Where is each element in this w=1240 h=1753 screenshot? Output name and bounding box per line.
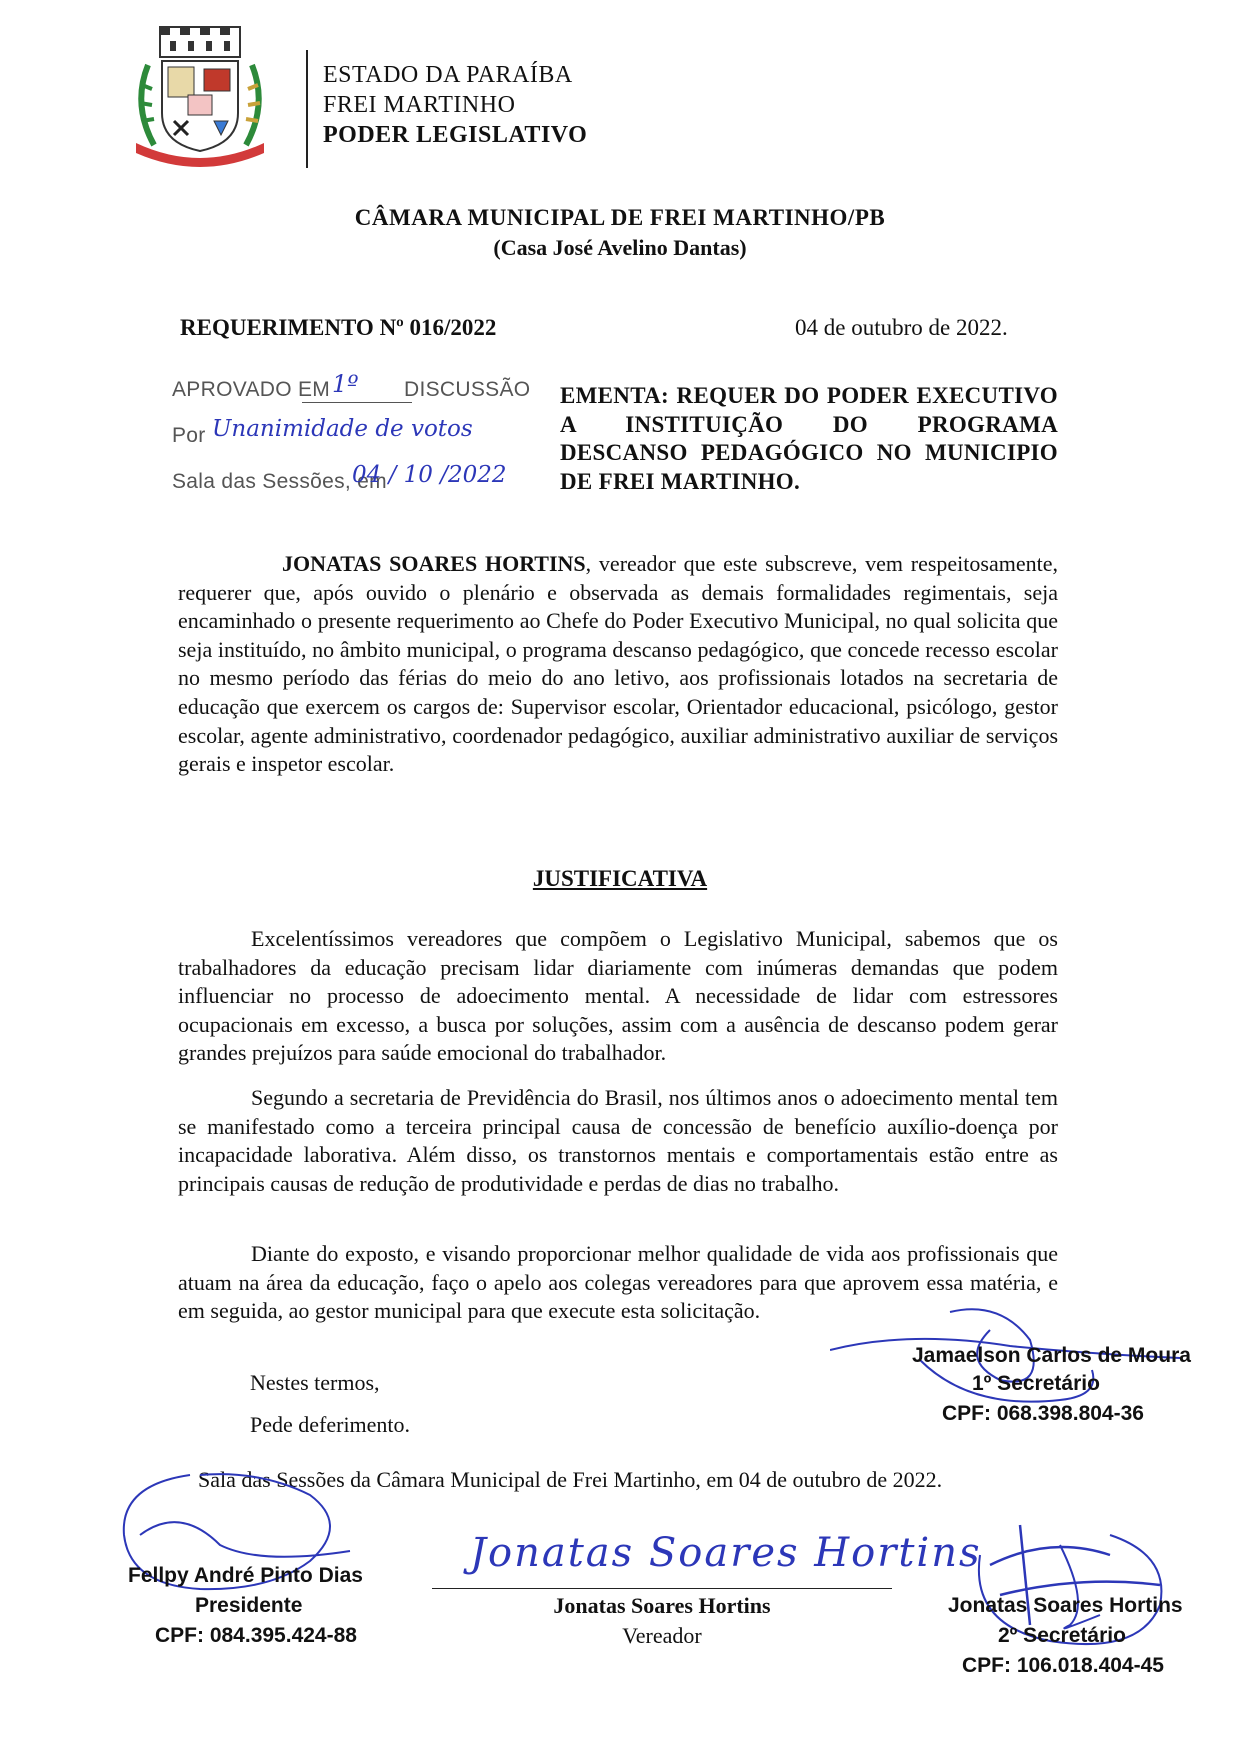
request-date: 04 de outubro de 2022. (795, 315, 1008, 340)
secretary1-role: 1º Secretário (972, 1372, 1100, 1395)
closing-line-2: Pede deferimento. (250, 1412, 411, 1437)
justification-paragraph-2: Segundo a secretaria de Previdência do Brasil, nos últimos anos o adoecimento mental tem se manifestado como a terceira principal causa de concessão de benefício auxílio-doença por incapacidade laborativa. Além disso, os transtornos mentais e comportamentais estão entre as principais causas de redução de produtividade e perdas de dias no trabalho. (178, 1085, 1058, 1196)
approval-label: APROVADO EM (172, 378, 331, 401)
ementa: EMENTA: REQUER DO PODER EXECUTIVO A INSTITUIÇÃO DO PROGRAMA DESCANSO PEDAGÓGICO NO MUNICIPIO DE FREI MARTINHO. (560, 383, 1058, 494)
author-role: Vereador (622, 1623, 702, 1648)
author-name: Jonatas Soares Hortins (553, 1593, 771, 1618)
approval-stamp (172, 372, 532, 502)
header-state: ESTADO DA PARAÍBA (323, 62, 573, 88)
chamber-subtitle: (Casa José Avelino Dantas) (493, 235, 747, 260)
justification-paragraph-1: Excelentíssimos vereadores que compõem o Legislativo Municipal, sabemos que os trabalhadores da educação precisam lidar diariamente com inúmeras demandas que podem influenciar no processo de adoecimento mental. A necessidade de lidar com estressores ocupacionais em excesso, a busca por soluções, assim com a ausência de descanso podem gerar grandes prejuízos para saúde emocional do trabalhador. (178, 926, 1058, 1066)
approval-session-label: Sala das Sessões, em (172, 470, 387, 493)
closing-place-date: Sala das Sessões da Câmara Municipal de Frei Martinho, em 04 de outubro de 2022. (198, 1467, 943, 1492)
secretary1-cpf: CPF: 068.398.804-36 (942, 1402, 1144, 1425)
approval-discussion-value: 1º (332, 370, 359, 398)
header-power: PODER LEGISLATIVO (323, 122, 588, 148)
closing-line-1: Nestes termos, (250, 1370, 380, 1395)
intro-author: JONATAS SOARES HORTINS (282, 551, 586, 576)
secretary1-name: Jamaelson Carlos de Moura (912, 1344, 1191, 1367)
intro-paragraph (178, 550, 1058, 779)
approval-suffix: DISCUSSÃO (404, 378, 531, 401)
author-signature-line (432, 1588, 892, 1589)
president-name: Fellpy André Pinto Dias (128, 1564, 363, 1587)
approval-by-value: Unanimidade de votos (212, 416, 473, 442)
justification-paragraph-3: Diante do exposto, e visando proporcionar melhor qualidade de vida aos profissionais que atuam na área da educação, faço o apelo aos colegas vereadores para que aprovem essa matéria, e em seguida, ao gestor municipal para que execute esta solicitação. (178, 1241, 1058, 1324)
president-role: Presidente (195, 1594, 303, 1617)
author-handwritten-signature: Jonatas Soares Hortins (470, 1530, 982, 1576)
coat-of-arms-logo (130, 25, 270, 175)
secretary2-cpf: CPF: 106.018.404-45 (962, 1654, 1164, 1677)
justification-heading: JUSTIFICATIVA (532, 866, 708, 891)
approval-by-label: Por (172, 424, 206, 447)
request-number: REQUERIMENTO Nº 016/2022 (180, 315, 497, 340)
chamber-title: CÂMARA MUNICIPAL DE FREI MARTINHO/PB (354, 205, 886, 230)
president-signature-ink (110, 1465, 370, 1615)
header-divider (306, 50, 308, 168)
secretary2-role: 2º Secretário (998, 1624, 1126, 1647)
header-city: FREI MARTINHO (323, 92, 516, 118)
approval-session-value: 04 / 10 /2022 (352, 462, 507, 488)
president-cpf: CPF: 084.395.424-88 (155, 1624, 357, 1647)
intro-text: , vereador que este subscreve, vem respeitosamente, requerer que, após ouvido o plenário e observada as demais formalidades regimentais, seja encaminhado o presente requerimento ao Chefe do Poder Executivo Municipal, no qual solicita que seja instituído, no âmbito municipal, o programa descanso pedagógico, que concede recesso escolar no mesmo período das férias do meio do ano letivo, aos profissionais lotados na secretaria de educação que exercem os cargos de: Supervisor escolar, Orientador educacional, psicólogo, gestor escolar, agente administrativo, coordenador pedagógico, auxiliar administrativo auxiliar de serviços gerais e inspetor escolar. (178, 551, 1058, 777)
secretary2-name: Jonatas Soares Hortins (948, 1594, 1183, 1617)
